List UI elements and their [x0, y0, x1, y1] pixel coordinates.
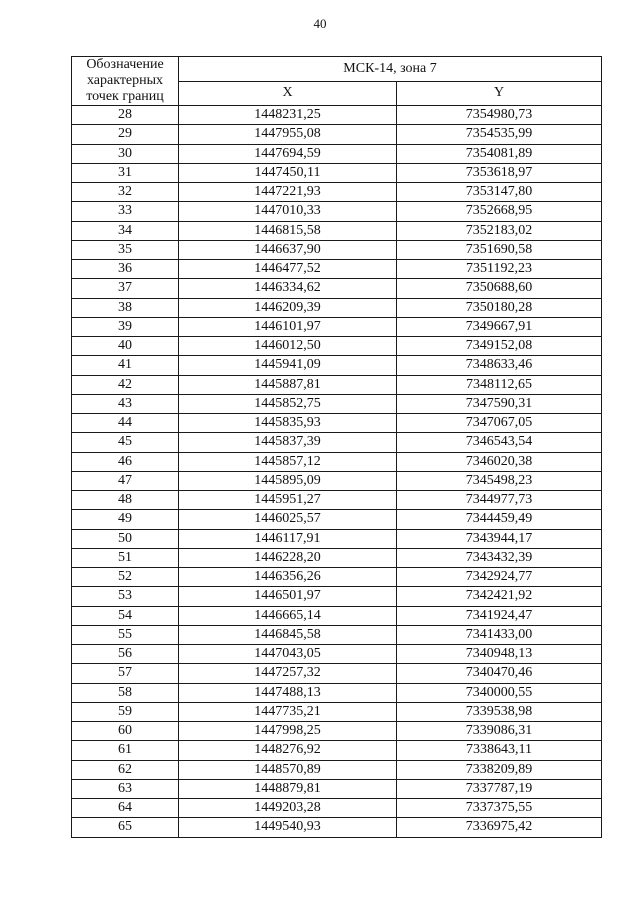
x-coordinate-cell: 1448879,81 [179, 779, 397, 798]
y-coordinate-cell: 7352183,02 [397, 221, 602, 240]
y-coordinate-cell: 7340000,55 [397, 683, 602, 702]
point-designation-header: Обозначение характерных точек границ [72, 57, 179, 106]
table-row [72, 664, 602, 683]
x-coordinate-cell: 1446845,58 [179, 625, 397, 644]
y-coordinate-cell: 7337787,19 [397, 779, 602, 798]
table-row [72, 375, 602, 394]
table-row [72, 337, 602, 356]
point-number-cell: 61 [72, 741, 179, 760]
point-number-cell: 40 [72, 337, 179, 356]
x-coordinate-cell: 1445895,09 [179, 471, 397, 490]
y-coordinate-cell: 7336975,42 [397, 818, 602, 837]
table-row [72, 125, 602, 144]
x-coordinate-cell: 1447488,13 [179, 683, 397, 702]
x-coordinate-cell: 1445887,81 [179, 375, 397, 394]
y-coordinate-cell: 7351192,23 [397, 260, 602, 279]
x-coordinate-cell: 1445837,39 [179, 433, 397, 452]
table-row [72, 298, 602, 317]
y-coordinate-cell: 7350688,60 [397, 279, 602, 298]
table-row [72, 702, 602, 721]
x-coordinate-cell: 1445835,93 [179, 414, 397, 433]
point-number-cell: 58 [72, 683, 179, 702]
point-number-cell: 48 [72, 491, 179, 510]
x-coordinate-cell: 1446209,39 [179, 298, 397, 317]
x-coordinate-cell: 1446012,50 [179, 337, 397, 356]
table-row [72, 799, 602, 818]
point-number-cell: 63 [72, 779, 179, 798]
point-number-cell: 52 [72, 568, 179, 587]
table-row [72, 683, 602, 702]
point-number-cell: 49 [72, 510, 179, 529]
x-coordinate-cell: 1446665,14 [179, 606, 397, 625]
point-number-cell: 56 [72, 645, 179, 664]
table-row [72, 414, 602, 433]
x-coordinate-cell: 1447257,32 [179, 664, 397, 683]
point-number-cell: 47 [72, 471, 179, 490]
x-coordinate-cell: 1447221,93 [179, 183, 397, 202]
boundary-points-table [71, 56, 602, 838]
point-number-cell: 41 [72, 356, 179, 375]
point-number-cell: 37 [72, 279, 179, 298]
table-row [72, 471, 602, 490]
y-coordinate-cell: 7354980,73 [397, 106, 602, 125]
y-coordinate-cell: 7344459,49 [397, 510, 602, 529]
table-row [72, 202, 602, 221]
table-row [72, 529, 602, 548]
point-number-cell: 36 [72, 260, 179, 279]
table-body [72, 106, 602, 838]
table-row [72, 183, 602, 202]
x-coordinate-cell: 1447450,11 [179, 163, 397, 182]
table-row [72, 452, 602, 471]
y-coordinate-cell: 7349667,91 [397, 317, 602, 336]
x-coordinate-cell: 1447735,21 [179, 702, 397, 721]
x-coordinate-cell: 1448276,92 [179, 741, 397, 760]
x-coordinate-cell: 1449540,93 [179, 818, 397, 837]
point-number-cell: 60 [72, 722, 179, 741]
y-coordinate-cell: 7346020,38 [397, 452, 602, 471]
table-row [72, 279, 602, 298]
point-number-cell: 57 [72, 664, 179, 683]
table-row [72, 722, 602, 741]
point-number-cell: 55 [72, 625, 179, 644]
y-coordinate-cell: 7351690,58 [397, 240, 602, 259]
point-number-cell: 44 [72, 414, 179, 433]
x-coordinate-cell: 1447043,05 [179, 645, 397, 664]
point-number-cell: 32 [72, 183, 179, 202]
y-coordinate-cell: 7347067,05 [397, 414, 602, 433]
table-row [72, 645, 602, 664]
table-row [72, 240, 602, 259]
y-coordinate-cell: 7344977,73 [397, 491, 602, 510]
x-coordinate-cell: 1446637,90 [179, 240, 397, 259]
y-coordinate-cell: 7348112,65 [397, 375, 602, 394]
x-coordinate-cell: 1448570,89 [179, 760, 397, 779]
point-number-cell: 30 [72, 144, 179, 163]
table-row [72, 163, 602, 182]
x-coordinate-cell: 1447998,25 [179, 722, 397, 741]
y-coordinate-cell: 7341433,00 [397, 625, 602, 644]
table-row [72, 317, 602, 336]
table-row [72, 433, 602, 452]
y-coordinate-cell: 7348633,46 [397, 356, 602, 375]
y-coordinate-cell: 7343432,39 [397, 548, 602, 567]
point-number-cell: 42 [72, 375, 179, 394]
page-number: 40 [313, 16, 327, 31]
point-number-cell: 45 [72, 433, 179, 452]
table-row [72, 625, 602, 644]
table-row [72, 356, 602, 375]
x-coordinate-cell: 1445941,09 [179, 356, 397, 375]
y-coordinate-cell: 7354535,99 [397, 125, 602, 144]
x-coordinate-cell: 1446228,20 [179, 548, 397, 567]
y-coordinate-cell: 7338643,11 [397, 741, 602, 760]
y-coordinate-cell: 7350180,28 [397, 298, 602, 317]
point-number-cell: 31 [72, 163, 179, 182]
x-coordinate-cell: 1446117,91 [179, 529, 397, 548]
point-number-cell: 33 [72, 202, 179, 221]
point-number-cell: 51 [72, 548, 179, 567]
point-number-cell: 50 [72, 529, 179, 548]
point-number-cell: 38 [72, 298, 179, 317]
x-coordinate-cell: 1448231,25 [179, 106, 397, 125]
table-row [72, 779, 602, 798]
y-coordinate-cell: 7340470,46 [397, 664, 602, 683]
y-coordinate-cell: 7346543,54 [397, 433, 602, 452]
x-coordinate-cell: 1446477,52 [179, 260, 397, 279]
table-row [72, 510, 602, 529]
y-coordinate-cell: 7353147,80 [397, 183, 602, 202]
point-number-cell: 34 [72, 221, 179, 240]
table-row [72, 221, 602, 240]
x-coordinate-cell: 1445857,12 [179, 452, 397, 471]
point-number-cell: 43 [72, 394, 179, 413]
coordinate-system-header: МСК-14, зона 7 [179, 57, 602, 82]
table-row [72, 818, 602, 837]
table-row [72, 394, 602, 413]
y-coordinate-cell: 7337375,55 [397, 799, 602, 818]
y-coordinate-cell: 7353618,97 [397, 163, 602, 182]
x-coordinate-cell: 1446815,58 [179, 221, 397, 240]
table-header [72, 57, 602, 106]
table-row [72, 606, 602, 625]
x-column-header: X [179, 81, 397, 106]
table-row [72, 260, 602, 279]
table-row [72, 548, 602, 567]
x-coordinate-cell: 1446356,26 [179, 568, 397, 587]
x-coordinate-cell: 1446501,97 [179, 587, 397, 606]
point-number-cell: 65 [72, 818, 179, 837]
table-row [72, 760, 602, 779]
x-coordinate-cell: 1446025,57 [179, 510, 397, 529]
point-number-cell: 39 [72, 317, 179, 336]
y-coordinate-cell: 7349152,08 [397, 337, 602, 356]
y-coordinate-cell: 7354081,89 [397, 144, 602, 163]
x-coordinate-cell: 1449203,28 [179, 799, 397, 818]
point-number-cell: 29 [72, 125, 179, 144]
point-number-cell: 62 [72, 760, 179, 779]
table-row [72, 568, 602, 587]
table-row [72, 741, 602, 760]
x-coordinate-cell: 1446334,62 [179, 279, 397, 298]
point-number-cell: 53 [72, 587, 179, 606]
table-row [72, 587, 602, 606]
table-row [72, 491, 602, 510]
x-coordinate-cell: 1445852,75 [179, 394, 397, 413]
point-number-cell: 59 [72, 702, 179, 721]
x-coordinate-cell: 1447694,59 [179, 144, 397, 163]
y-column-header: Y [397, 81, 602, 106]
y-coordinate-cell: 7339538,98 [397, 702, 602, 721]
y-coordinate-cell: 7338209,89 [397, 760, 602, 779]
x-coordinate-cell: 1447955,08 [179, 125, 397, 144]
y-coordinate-cell: 7342924,77 [397, 568, 602, 587]
point-number-cell: 35 [72, 240, 179, 259]
x-coordinate-cell: 1446101,97 [179, 317, 397, 336]
y-coordinate-cell: 7341924,47 [397, 606, 602, 625]
point-number-cell: 64 [72, 799, 179, 818]
table-row [72, 106, 602, 125]
point-number-cell: 28 [72, 106, 179, 125]
y-coordinate-cell: 7342421,92 [397, 587, 602, 606]
y-coordinate-cell: 7340948,13 [397, 645, 602, 664]
point-number-cell: 46 [72, 452, 179, 471]
y-coordinate-cell: 7343944,17 [397, 529, 602, 548]
table-row [72, 144, 602, 163]
y-coordinate-cell: 7339086,31 [397, 722, 602, 741]
y-coordinate-cell: 7345498,23 [397, 471, 602, 490]
x-coordinate-cell: 1447010,33 [179, 202, 397, 221]
point-number-cell: 54 [72, 606, 179, 625]
x-coordinate-cell: 1445951,27 [179, 491, 397, 510]
y-coordinate-cell: 7347590,31 [397, 394, 602, 413]
y-coordinate-cell: 7352668,95 [397, 202, 602, 221]
